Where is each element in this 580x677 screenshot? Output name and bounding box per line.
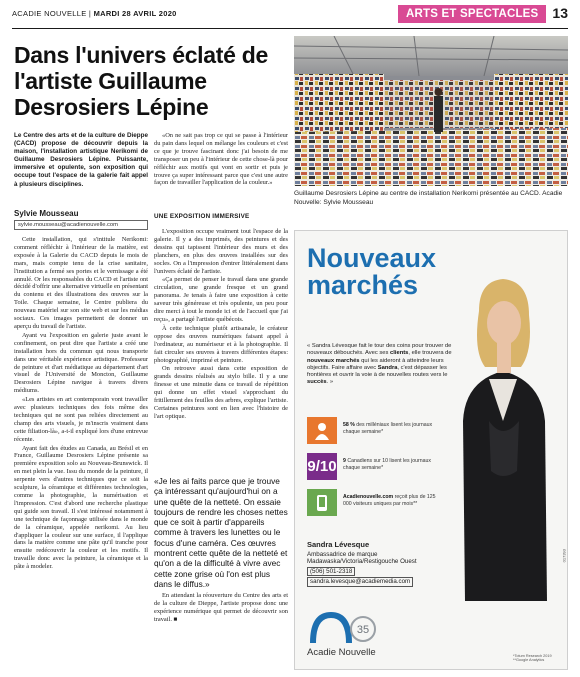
paragraph: On retrouve aussi dans cette exposition de grands dessins réalisés au stylo bille. Il y a une finesse et une minutie dans ce travail de répétition qui donne un effet visuel s'approchant du fritillement des feuilles des arbres, explique l'artiste. Certaines peintures sont en lien avec l'histoire de l'art optique. — [154, 365, 288, 420]
article-column-2-end — [154, 592, 288, 625]
article-column-2 — [154, 228, 288, 422]
ad-portrait — [445, 271, 563, 601]
contact-name: Sandra Lévesque — [307, 540, 370, 549]
article-subhead: UNE EXPOSITION IMMERSIVE — [154, 213, 250, 220]
ad-footnote: *Totum Research 2019 **Google Analytics — [513, 653, 552, 663]
ad-code: 017393 — [561, 549, 566, 563]
page-number: 13 — [552, 5, 568, 21]
article-lede: Le Centre des arts et de la culture de Dieppe (CACD) propose de découvrir depuis la maison, l'installation artistique Nerikomi de Guillaume Desrosiers Lépine. Puissante, immersive et opulente, son exposition qui occupe tout l'espace de la galerie fait appel à plusieurs disciplines. — [14, 132, 148, 188]
contact-role: Ambassadrice de marque — [307, 550, 378, 558]
article-photo — [294, 36, 568, 186]
ad-title: Nouveaux marchés — [307, 243, 437, 300]
paragraph: Ayant fait des études au Canada, au Brésil et en France, Guillaume Desrosiers Lépine présente sa première exposition solo au Nouveau-Brunswick. Il en met plein la vue. Issu du monde de la peinture, il serpente vers d'autres techniques que ce soit la sculpture, la céramique et différentes technologies, comme la photographie, la numérisation et l'impression. C'est d'abord une recherche plastique qui guide son travail. Il s'est intéressé notamment à une technique de façonnage utilisée dans le monde de la céramique, appelée nerikomi. Au lieu d'appliquer la couleur sur une surface, il l'applique dans la matière comme une pâte qu'il tranche pour ensuite redécouvrir la couleur et les motifs. Il travaille donc avec la peinture, la céramique et la pâte à modeler. — [14, 444, 148, 571]
issue-date: MARDI 28 AVRIL 2020 — [93, 9, 177, 18]
article-headline: Dans l'univers éclaté de l'artiste Guillaume Desrosiers Lépine — [14, 42, 268, 120]
contact-email[interactable]: sandra.levesque@acadiemedia.com — [307, 577, 413, 587]
pull-quote: «Je les ai faits parce que je trouve ça intéressant qu'aujourd'hui on a une quête de la netteté. On essaie toujours de rendre les choses nettes que ce soit à partir d'appareils comme à travers les lunettes ou le focus d'une caméra. Ces œuvres montrent cette quête de la netteté et qu'on a de la difficulté à vivre avec cette zone grise où l'on est plus dans le diffus.» — [154, 476, 288, 589]
paragraph: Cette installation, qui s'intitule Nerikomi: comment réfléchir à l'intérieur de la matière, est exposée à la Galerie du CACD depuis le mois de mars, mais compte tenu de la crise sanitaire, l'institution a fermé ses portes et le vernissage a été annulé. Or les responsables du CACD et l'artiste ont décidé d'offrir une alternative virtuelle en présentant du contenu et des illustrations des œuvres sur la Toile. Chaque semaine, le Centre publiera du nouveau matériel sur son site web et sur les médias sociaux. Ces images permettent de donner un aperçu du travail de l'artiste. — [14, 236, 148, 330]
paper-name: ACADIE NOUVELLE — [12, 9, 87, 18]
paragraph: L'exposition occupe vraiment tout l'espace de la galerie. Il y a des imprimés, des peintures et des dessins qui tapissent l'intérieur des murs et des planchers, en plus des œuvres installées sur des socles. On a l'impression d'entrer littéralement dans l'univers éclaté de l'artiste. — [154, 228, 288, 275]
section-header — [398, 4, 568, 23]
ad-intro: « Sandra Lévesque fait le tour des coins pour trouver de nouveaux débouchés. Avec ses clients, elle trouvera de nouveaux marchés qui les aideront à atteindre leurs objectifs. Faire affaire avec Sandra, c'est dépasser les frontières et ouvrir la voie à de nouvelles routes vers le succès. » — [307, 343, 452, 386]
author-email[interactable]: sylvie.mousseau@acadienouvelle.com — [14, 220, 148, 230]
stat-website: Acadienouvelle.com reçoit plus de 125 000 visiteurs uniques par mois** — [307, 489, 437, 516]
paragraph: «On ne sait pas trop ce qui se passe à l'intérieur du pain dans lequel on mélange les couleurs et c'est ce que je trouve fascinant donc j'ai besoin de me transposer un peu à l'intérieur de cette chose-là pour réfléchir aux motifs qui vont en sortir et puis je trouve ça super intéressant parce que c'est une autre façon de travailler l'application de la couleur.» — [154, 132, 288, 187]
logo-name: Acadie Nouvelle — [307, 647, 376, 658]
paragraph: «Ça permet de penser le travail dans une grande circulation, une grande fresque et un grand panorama. Je tenais à faire une exposition à cette saveur très généreuse et très opulente, un peu pour dire merci à tout le monde ici et de l'accueil que j'ai reçu», a partagé l'artiste québécois. — [154, 276, 288, 323]
photo-caption: Guillaume Desrosiers Lépine au centre de installation Nerikomi présentée au CACD. Acadie Nouvelle: Sylvie Mousseau — [294, 190, 563, 206]
stat-millennials: 58 % des milléniaux lisent les journaux chaque semaine* — [307, 417, 437, 444]
author-name: Sylvie Mousseau — [14, 209, 79, 218]
article-column-2-top — [154, 132, 288, 188]
section-tag: ARTS ET SPECTACLES — [398, 5, 546, 23]
paragraph: À cette technique plutôt artisanale, le créateur oppose des œuvres numériques faisant appel à l'ordinateur, au numériseur et à la photographie. Il fait circuler ses œuvres à travers différentes étapes: photographié, imprimé et peinture. — [154, 324, 288, 364]
paragraph: «Les artistes en art contemporain vont travailler avec plusieurs techniques des fois même des techniques qui ne sont pas reliées directement au champ des arts visuels, je m'inscris vraiment dans cette filiation-là», a-t-il expliqué lors d'une entrevue récente. — [14, 396, 148, 443]
article-column-1 — [14, 236, 148, 572]
ratio-badge: 9/10 — [307, 453, 337, 480]
logo-anniversary-number: 35 — [356, 624, 370, 636]
contact-region: Madawaska/Victoria/Restigouche Ouest — [307, 558, 417, 566]
masthead: ACADIE NOUVELLE | MARDI 28 AVRIL 2020 — [12, 9, 177, 18]
header-rule — [12, 28, 568, 29]
advertisement — [294, 230, 568, 670]
contact-phone[interactable]: (506) 501-2318 — [307, 567, 355, 577]
phone-icon — [307, 489, 337, 516]
acadie-nouvelle-logo — [307, 609, 407, 664]
ad-contact — [307, 541, 457, 587]
page-header — [12, 4, 568, 26]
paragraph: En attendant la réouverture du Centre des arts et de la culture de Dieppe, l'artiste propose donc une expérience numérique qui permet de découvrir son travail. ■ — [154, 592, 288, 623]
stat-canadians: 9/10 9 Canadiens sur 10 lisent les journaux chaque semaine* — [307, 453, 437, 480]
paragraph: Ayant vu l'exposition en galerie juste avant le confinement, on peut dire que l'artiste a créé une installation hors du commun qui nous transporte dans une véritable expérience artistique. Professeur de peinture et d'art médiatique au département d'art visuel de l'Université de Moncton, Guillaume Desrosiers Lépine navigue à travers divers médiums. — [14, 331, 148, 395]
person-icon — [307, 417, 337, 444]
gallery-photo-illustration — [294, 36, 568, 186]
